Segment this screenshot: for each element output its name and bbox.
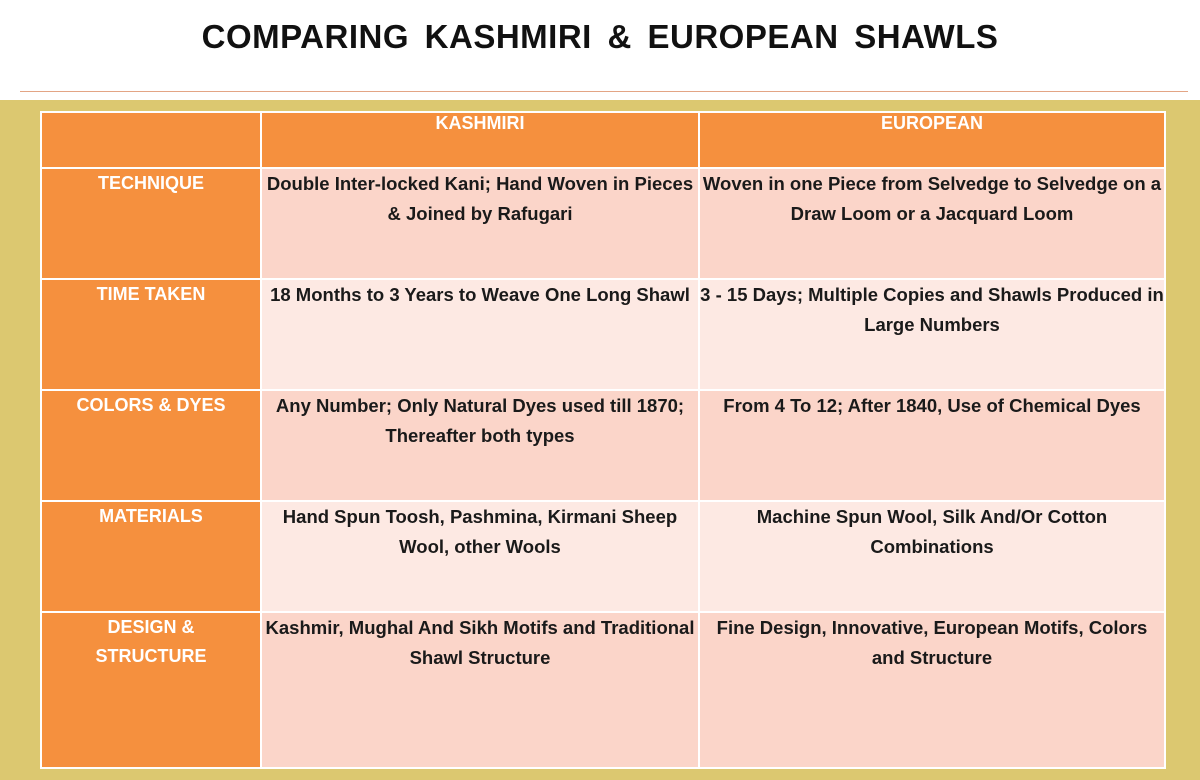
kashmiri-cell: Any Number; Only Natural Dyes used till 1870; Thereafter both types bbox=[261, 390, 699, 501]
row-label: TIME TAKEN bbox=[41, 279, 261, 390]
table-row-design-structure bbox=[41, 612, 1165, 768]
kashmiri-cell: 18 Months to 3 Years to Weave One Long Shawl bbox=[261, 279, 699, 390]
table-row-colors-dyes bbox=[41, 390, 1165, 501]
kashmiri-cell: Double Inter-locked Kani; Hand Woven in Pieces & Joined by Rafugari bbox=[261, 168, 699, 279]
title-divider bbox=[20, 91, 1188, 92]
table-row-materials bbox=[41, 501, 1165, 612]
page-title: COMPARING KASHMIRI & EUROPEAN SHAWLS bbox=[201, 18, 999, 55]
european-cell: Machine Spun Wool, Silk And/Or Cotton Combinations bbox=[699, 501, 1165, 612]
european-cell: Woven in one Piece from Selvedge to Selvedge on a Draw Loom or a Jacquard Loom bbox=[699, 168, 1165, 279]
header-cell-empty bbox=[41, 112, 261, 168]
row-label: TECHNIQUE bbox=[41, 168, 261, 279]
header-cell-european: EUROPEAN bbox=[699, 112, 1165, 168]
european-cell: Fine Design, Innovative, European Motifs, Colors and Structure bbox=[699, 612, 1165, 768]
row-label: DESIGN & STRUCTURE bbox=[41, 612, 261, 768]
comparison-table bbox=[40, 111, 1166, 769]
european-cell: 3 - 15 Days; Multiple Copies and Shawls Produced in Large Numbers bbox=[699, 279, 1165, 390]
row-label: MATERIALS bbox=[41, 501, 261, 612]
kashmiri-cell: Kashmir, Mughal And Sikh Motifs and Traditional Shawl Structure bbox=[261, 612, 699, 768]
table-row-time-taken bbox=[41, 279, 1165, 390]
table-row-technique bbox=[41, 168, 1165, 279]
row-label: COLORS & DYES bbox=[41, 390, 261, 501]
european-cell: From 4 To 12; After 1840, Use of Chemical Dyes bbox=[699, 390, 1165, 501]
header-cell-kashmiri: KASHMIRI bbox=[261, 112, 699, 168]
table-header-row bbox=[41, 112, 1165, 168]
kashmiri-cell: Hand Spun Toosh, Pashmina, Kirmani Sheep Wool, other Wools bbox=[261, 501, 699, 612]
